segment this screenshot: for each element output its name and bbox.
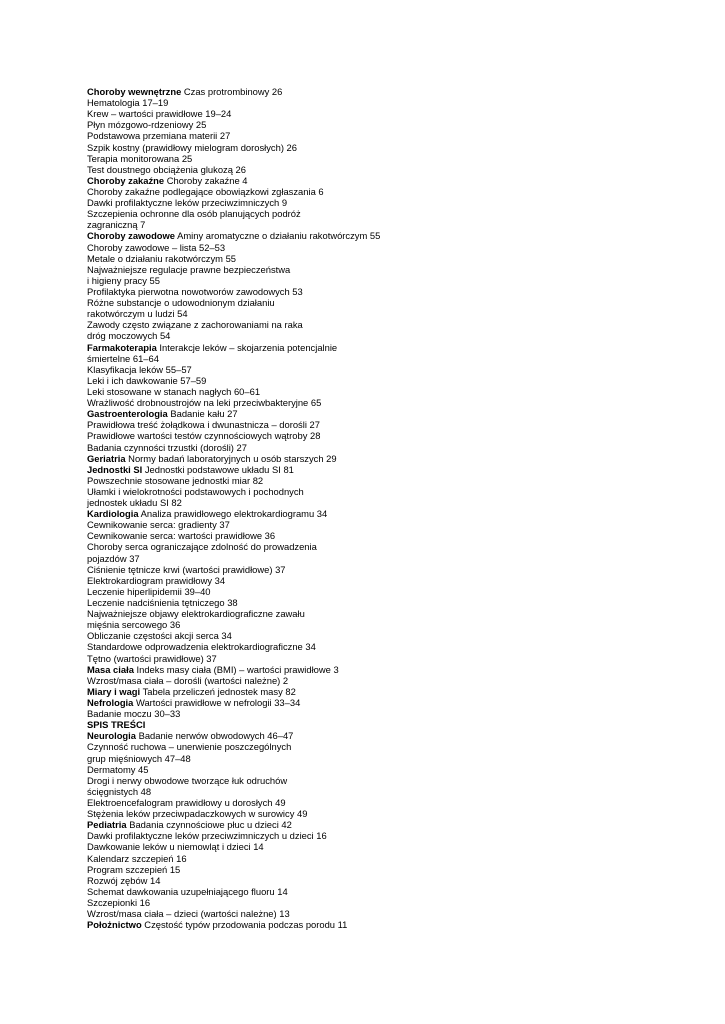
toc-entry-text: jednostek układu SI 82 [87,497,182,509]
toc-entry-line [87,153,687,164]
toc-section-heading: Masa ciała [87,663,134,675]
toc-entry-line [87,208,687,219]
toc-entry-line [87,119,687,130]
toc-entry-line [87,142,687,153]
toc-entry-text: Płyn mózgowo-rdzeniowy 25 [87,119,207,131]
toc-entry-line [87,353,687,364]
toc-entry-text: Prawidłowe wartości testów czynnościowych wątroby 28 [87,430,321,442]
toc-entry-line [87,197,687,208]
toc-entry-text: dróg moczowych 54 [87,330,171,342]
toc-entry-text: Dawkowanie leków u niemowląt i dzieci 14 [87,841,264,853]
toc-section-line [87,464,687,475]
toc-entry-line [87,275,687,286]
toc-section-heading: Jednostki SI [87,463,143,475]
toc-entry-text: Prawidłowa treść żołądkowa i dwunastnicza – dorośli 27 [87,419,320,431]
toc-entry-text: Elektrokardiogram prawidłowy 34 [87,574,226,586]
toc-entry-text: Szczepionki 16 [87,896,151,908]
toc-entry-text: Wzrost/masa ciała – dzieci (wartości należne) 13 [87,908,290,920]
table-of-contents [87,86,687,930]
toc-section-line [87,342,687,353]
toc-entry-text: Leki stosowane w stanach nagłych 60–61 [87,385,261,397]
toc-entry-line [87,908,687,919]
toc-entry-line [87,897,687,908]
toc-section-line [87,453,687,464]
toc-section-heading: Choroby zakaźne [87,174,165,186]
toc-entry-line [87,564,687,575]
toc-entry-text: Program szczepień 15 [87,863,181,875]
toc-section-heading: Położnictwo [87,919,142,931]
toc-entry-line [87,575,687,586]
toc-section-line [87,86,687,97]
toc-entry-text: Najważniejsze objawy elektrokardiograficzne zawału [87,608,305,620]
toc-section-line [87,697,687,708]
toc-entry-line [87,486,687,497]
toc-section-heading: Geriatria [87,452,126,464]
toc-entry-text: Szpik kostny (prawidłowy mielogram dorosłych) 26 [87,141,297,153]
toc-entry-text: Analiza prawidłowego elektrokardiogramu 34 [138,508,328,520]
toc-section-line [87,686,687,697]
toc-entry-line [87,764,687,775]
toc-entry-text: Powszechnie stosowane jednostki miar 82 [87,474,264,486]
toc-entry-line [87,541,687,552]
toc-entry-line [87,130,687,141]
toc-entry-text: Drogi i nerwy obwodowe tworzące łuk odruchów [87,774,288,786]
toc-entry-text: Rozwój zębów 14 [87,874,161,886]
toc-entry-line [87,630,687,641]
toc-entry-text: ścięgnistych 48 [87,785,152,797]
toc-entry-text: Terapia monitorowana 25 [87,152,193,164]
toc-entry-text: rakotwórczym u ludzi 54 [87,308,188,320]
toc-entry-text: Czynność ruchowa – unerwienie poszczególnych [87,741,292,753]
toc-entry-line [87,708,687,719]
toc-entry-text: Wzrost/masa ciała – dorośli (wartości należne) 2 [87,674,289,686]
toc-entry-line [87,853,687,864]
toc-entry-line [87,286,687,297]
toc-entry-line [87,242,687,253]
toc-entry-line [87,264,687,275]
toc-entry-text: Częstość typów przodowania podczas porodu 11 [141,919,348,931]
toc-entry-text: śmiertelne 61–64 [87,352,159,364]
toc-entry-line [87,753,687,764]
toc-entry-text: Tabela przeliczeń jednostek masy 82 [140,685,296,697]
toc-entry-line [87,97,687,108]
toc-entry-text: Choroby zakaźne 4 [164,174,248,186]
toc-entry-line [87,186,687,197]
toc-entry-line [87,397,687,408]
toc-entry-text: Kalendarz szczepień 16 [87,852,187,864]
toc-section-heading: Nefrologia [87,697,134,709]
toc-section-line [87,919,687,930]
toc-entry-text: Badania czynnościowe płuc u dzieci 42 [126,819,292,831]
toc-entry-line [87,597,687,608]
toc-entry-text: Cewnikowanie serca: wartości prawidłowe 36 [87,530,276,542]
toc-entry-line [87,442,687,453]
toc-entry-text: Schemat dawkowania uzupełniającego fluoru 14 [87,885,288,897]
toc-section-heading: Gastroenterologia [87,408,168,420]
toc-entry-line [87,419,687,430]
toc-entry-text: Badanie kału 27 [167,408,238,420]
toc-entry-text: Klasyfikacja leków 55–57 [87,363,192,375]
toc-entry-text: zagraniczną 7 [87,219,146,231]
toc-entry-line [87,530,687,541]
toc-section-line [87,408,687,419]
toc-entry-line [87,219,687,230]
toc-entry-line [87,641,687,652]
toc-entry-line [87,619,687,630]
toc-entry-text: Podstawowa przemiana materii 27 [87,130,231,142]
toc-entry-line [87,875,687,886]
toc-entry-text: Standardowe odprowadzenia elektrokardiograficzne 34 [87,641,316,653]
toc-entry-text: Ciśnienie tętnicze krwi (wartości prawidłowe) 37 [87,563,286,575]
toc-entry-line [87,553,687,564]
toc-entry-text: Tętno (wartości prawidłowe) 37 [87,652,217,664]
toc-entry-line [87,608,687,619]
toc-entry-text: Dawki profilaktyczne leków przeciwzimniczych u dzieci 16 [87,830,327,842]
toc-entry-text: Badania czynności trzustki (dorośli) 27 [87,441,247,453]
toc-entry-line [87,675,687,686]
toc-entry-line [87,586,687,597]
toc-entry-text: Metale o działaniu rakotwórczym 55 [87,252,237,264]
toc-section-heading: Farmakoterapia [87,341,157,353]
toc-entry-line [87,808,687,819]
toc-entry-line [87,497,687,508]
toc-section-line [87,819,687,830]
toc-entry-text: Hematologia 17–19 [87,97,169,109]
toc-entry-line [87,319,687,330]
toc-entry-line [87,830,687,841]
toc-entry-text: Normy badań laboratoryjnych u osób starszych 29 [125,452,337,464]
toc-section-heading: Choroby wewnętrzne [87,86,182,97]
toc-entry-text: Jednostki podstawowe układu SI 81 [142,463,294,475]
toc-entry-text: Dermatomy 45 [87,763,149,775]
toc-entry-line [87,308,687,319]
toc-entry-text: Cewnikowanie serca: gradienty 37 [87,519,230,531]
toc-entry-text: Wrażliwość drobnoustrojów na leki przeciwbakteryjne 65 [87,397,322,409]
toc-entry-line [87,430,687,441]
toc-entry-line [87,330,687,341]
toc-entry-text: Test doustnego obciążenia glukozą 26 [87,163,246,175]
toc-entry-text: Badanie nerwów obwodowych 46–47 [135,730,294,742]
toc-entry-text: Stężenia leków przeciwpadaczkowych w surowicy 49 [87,808,308,820]
toc-section-heading: Miary i wagi [87,685,141,697]
toc-section-heading: Choroby zawodowe [87,230,176,242]
toc-entry-line [87,864,687,875]
toc-section-heading: SPIS TREŚCI [87,719,146,731]
toc-entry-line [87,253,687,264]
toc-entry-line [87,108,687,119]
toc-section-line [87,175,687,186]
toc-entry-text: Elektroencefalogram prawidłowy u dorosłych 49 [87,797,286,808]
toc-entry-text: Dawki profilaktyczne leków przeciwzimniczych 9 [87,197,288,209]
toc-entry-line [87,653,687,664]
toc-entry-text: Najważniejsze regulacje prawne bezpieczeństwa [87,263,291,275]
toc-entry-text: Zawody często związane z zachorowaniami na raka [87,319,303,331]
toc-entry-text: Różne substancje o udowodnionym działaniu [87,297,275,309]
toc-entry-line [87,797,687,808]
toc-entry-line [87,741,687,752]
toc-entry-text: Czas protrombinowy 26 [181,86,283,97]
toc-entry-text: Choroby serca ograniczające zdolność do prowadzenia [87,541,317,553]
toc-entry-text: Szczepienia ochronne dla osób planujących podróż [87,208,301,220]
toc-entry-text: i higieny pracy 55 [87,274,160,286]
toc-entry-text: Wartości prawidłowe w nefrologii 33–34 [133,697,301,709]
toc-section-line [87,664,687,675]
toc-entry-line [87,386,687,397]
toc-entry-line [87,786,687,797]
toc-entry-text: Choroby zawodowe – lista 52–53 [87,241,226,253]
toc-entry-line [87,519,687,530]
toc-section-heading: Kardiologia [87,508,139,520]
toc-entry-text: Krew – wartości prawidłowe 19–24 [87,108,232,120]
toc-entry-text: Profilaktyka pierwotna nowotworów zawodowych 53 [87,285,303,297]
toc-section-heading: Neurologia [87,730,136,742]
toc-section-line [87,719,687,730]
toc-section-heading: Pediatria [87,819,127,831]
toc-entry-line [87,164,687,175]
toc-entry-text: Choroby zakaźne podlegające obowiązkowi zgłaszania 6 [87,185,324,197]
toc-entry-text: Interakcje leków – skojarzenia potencjalnie [156,341,338,353]
toc-entry-text: Leczenie nadciśnienia tętniczego 38 [87,597,238,609]
toc-entry-text: Aminy aromatyczne o działaniu rakotwórczym 55 [175,230,381,242]
toc-entry-text: Leki i ich dawkowanie 57–59 [87,374,207,386]
toc-section-line [87,230,687,241]
toc-entry-line [87,375,687,386]
toc-section-line [87,508,687,519]
toc-entry-line [87,475,687,486]
toc-entry-line [87,297,687,308]
toc-entry-text: Ułamki i wielokrotności podstawowych i pochodnych [87,485,304,497]
toc-entry-text: Indeks masy ciała (BMI) – wartości prawidłowe 3 [133,663,339,675]
toc-entry-text: Obliczanie częstości akcji serca 34 [87,630,232,642]
toc-entry-text: mięśnia sercowego 36 [87,619,181,631]
toc-entry-line [87,886,687,897]
toc-section-line [87,730,687,741]
toc-entry-text: pojazdów 37 [87,552,140,564]
toc-entry-line [87,775,687,786]
toc-entry-text: Badanie moczu 30–33 [87,708,181,720]
toc-entry-text: Leczenie hiperlipidemii 39–40 [87,585,211,597]
toc-entry-text: grup mięśniowych 47–48 [87,752,191,764]
toc-entry-line [87,364,687,375]
toc-entry-line [87,841,687,852]
